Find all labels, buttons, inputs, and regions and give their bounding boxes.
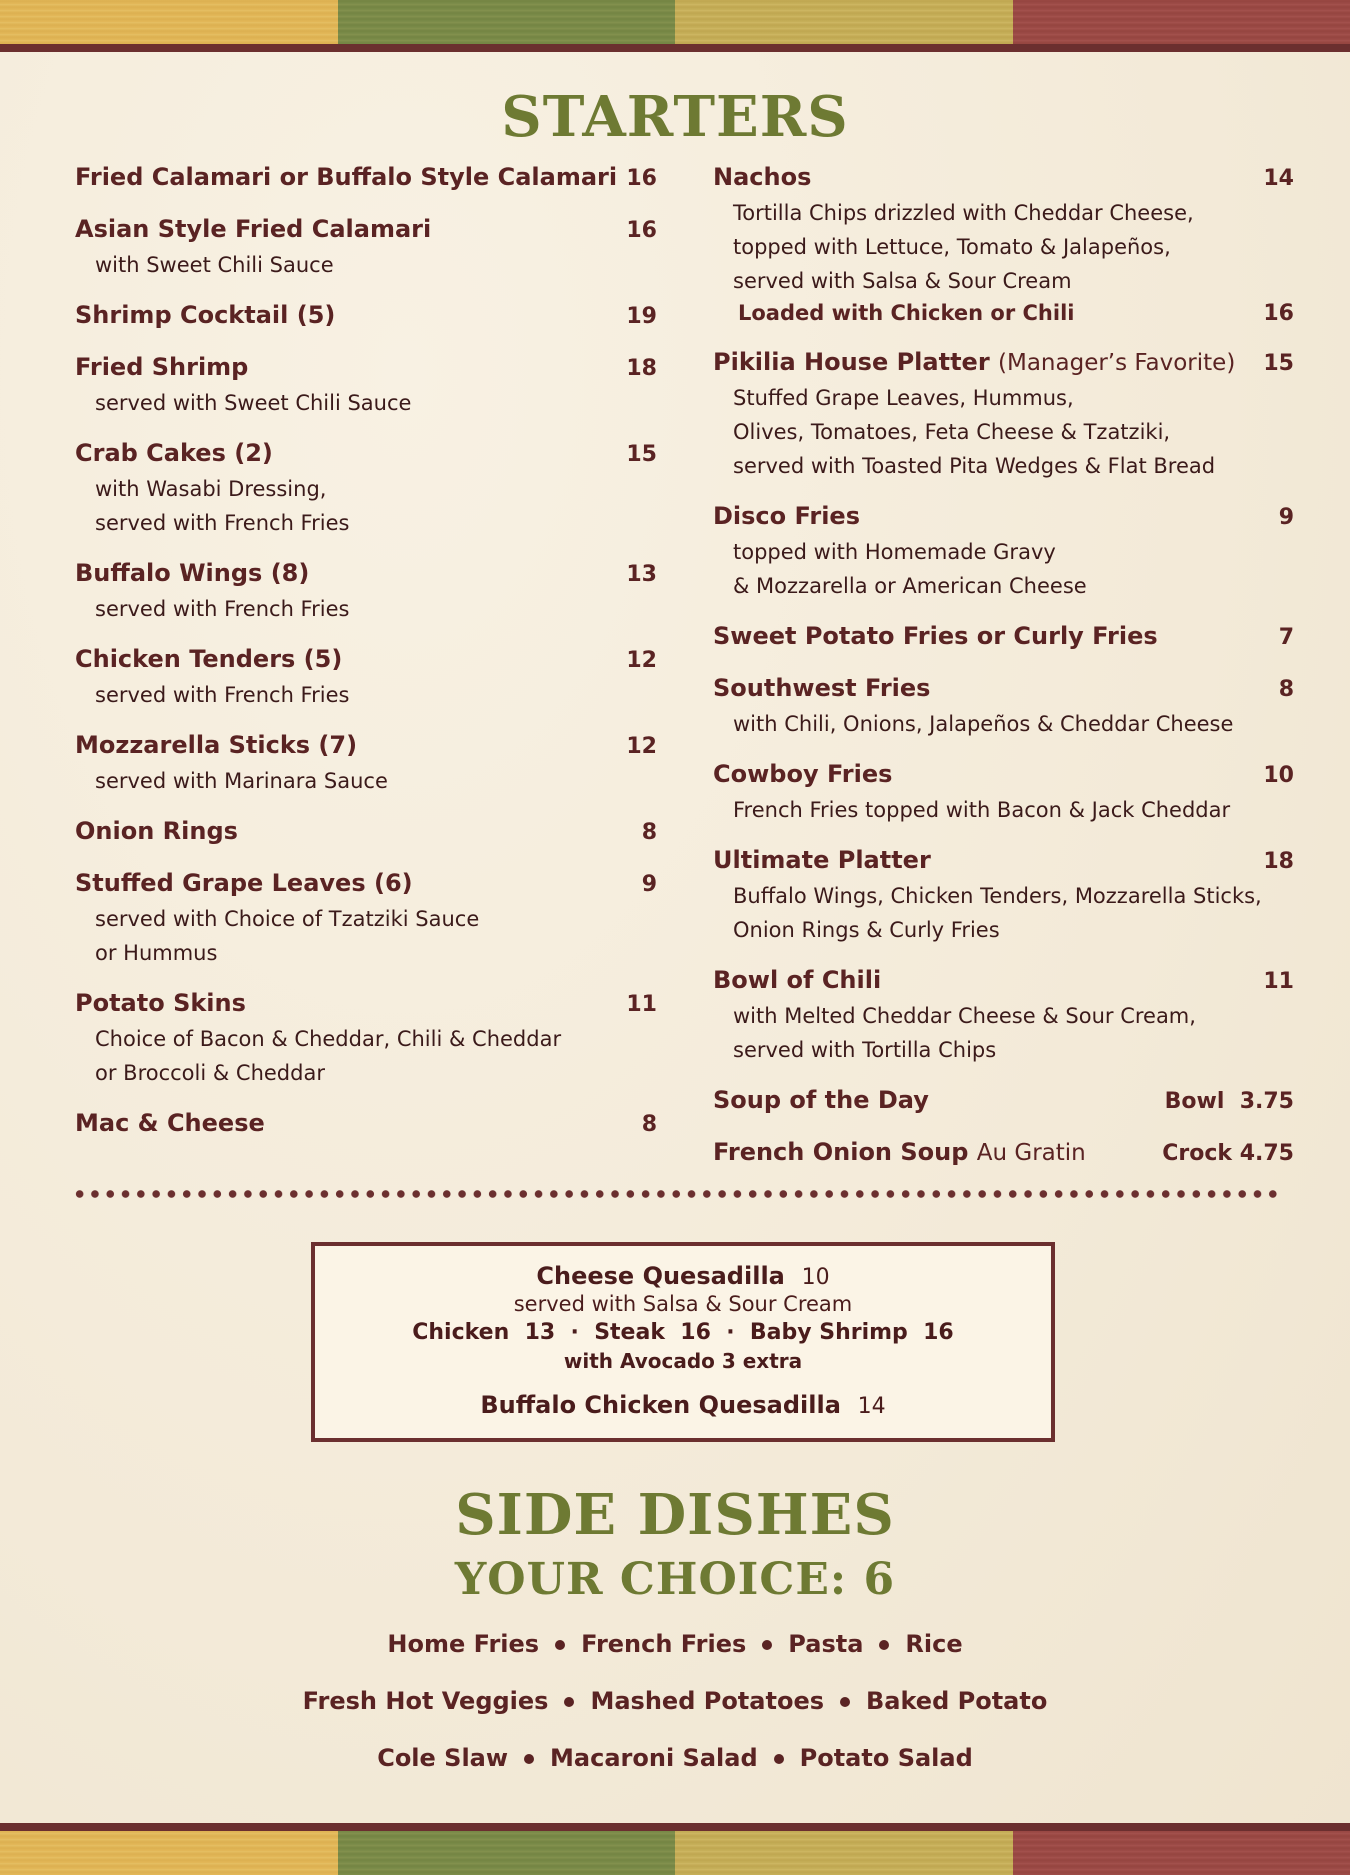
menu-item bbox=[75, 160, 657, 196]
bullet-dot bbox=[524, 1754, 534, 1764]
menu-item-name bbox=[75, 642, 342, 676]
menu-item bbox=[713, 345, 1294, 483]
menu-item-note: Au Gratin bbox=[976, 1140, 1086, 1166]
menu-item bbox=[713, 1083, 1294, 1119]
menu-item-name-text: Mozzarella Sticks (7) bbox=[75, 731, 358, 759]
menu-item-price: 11 bbox=[626, 992, 657, 1017]
side-dish-item: Mashed Potatoes bbox=[590, 1687, 824, 1715]
menu-item-name bbox=[75, 866, 413, 900]
side-dishes-choice: YOUR CHOICE: 6 bbox=[454, 1554, 896, 1605]
quesadilla-options: Chicken 13 · Steak 16 · Baby Shrimp 16 bbox=[412, 1320, 954, 1345]
menu-item-description: or Broccoli & Cheddar bbox=[95, 1061, 325, 1085]
menu-item-header bbox=[75, 350, 657, 386]
menu-item-name-text: Ultimate Platter bbox=[713, 846, 931, 874]
menu-item bbox=[75, 436, 657, 540]
menu-item-header bbox=[713, 963, 1294, 999]
menu-item-description: Onion Rings & Curly Fries bbox=[733, 918, 1000, 942]
menu-item-price: 18 bbox=[626, 356, 657, 381]
menu-item-description: served with French Fries bbox=[95, 683, 350, 707]
menu-item-description: with Melted Cheddar Cheese & Sour Cream, bbox=[733, 1004, 1196, 1028]
menu-item bbox=[75, 814, 657, 850]
starters-left-column bbox=[75, 160, 657, 1158]
menu-item-name-text: Fried Shrimp bbox=[75, 353, 249, 381]
menu-item-description: Olives, Tomatoes, Feta Cheese & Tzatziki, bbox=[733, 420, 1171, 444]
menu-item-description: Choice of Bacon & Cheddar, Chili & Cheddar bbox=[95, 1027, 562, 1051]
menu-item-price: 10 bbox=[1263, 763, 1294, 788]
side-dish-item: Cole Slaw bbox=[377, 1744, 509, 1772]
dotted-divider bbox=[72, 1188, 1282, 1200]
menu-item-name-text: Disco Fries bbox=[713, 502, 860, 530]
menu-item-name-text: Fried Calamari or Buffalo Style Calamari bbox=[75, 163, 618, 191]
menu-item-name-text: Mac & Cheese bbox=[75, 1109, 265, 1137]
quesadilla-box bbox=[311, 1242, 1055, 1442]
menu-item-price: Bowl 3.75 bbox=[1164, 1089, 1294, 1114]
menu-item-name-text: French Onion Soup bbox=[713, 1138, 969, 1166]
menu-item-header bbox=[75, 728, 657, 764]
menu-item-name-text: Asian Style Fried Calamari bbox=[75, 215, 432, 243]
menu-item-header bbox=[75, 160, 657, 196]
menu-item-name bbox=[75, 436, 273, 470]
menu-item-name-text: Chicken Tenders (5) bbox=[75, 645, 343, 673]
menu-item bbox=[75, 866, 657, 970]
menu-item-header bbox=[75, 212, 657, 248]
menu-item-description: topped with Homemade Gravy bbox=[733, 540, 1056, 564]
menu-item-name-text: Stuffed Grape Leaves (6) bbox=[75, 869, 413, 897]
menu-item-name-text: Cowboy Fries bbox=[713, 760, 893, 788]
menu-item-header bbox=[713, 160, 1294, 196]
menu-item-header bbox=[713, 671, 1294, 707]
menu-item-name-text: Shrimp Cocktail (5) bbox=[75, 301, 336, 329]
menu-item bbox=[75, 986, 657, 1090]
bullet-dot bbox=[762, 1640, 772, 1650]
menu-item-price: 13 bbox=[626, 562, 657, 587]
menu-item bbox=[713, 1135, 1294, 1171]
quesadilla-desc: served with Salsa & Sour Cream bbox=[513, 1292, 853, 1316]
buffalo-quesadilla-price: 14 bbox=[857, 1394, 886, 1419]
menu-item-price: 8 bbox=[641, 1112, 657, 1137]
menu-item-name-text: Soup of the Day bbox=[713, 1086, 929, 1114]
menu-item-description: Buffalo Wings, Chicken Tenders, Mozzarella Sticks, bbox=[733, 884, 1262, 908]
menu-item-name bbox=[75, 212, 431, 246]
menu-item-description: Stuffed Grape Leaves, Hummus, bbox=[733, 386, 1074, 410]
menu-item-name-text: Southwest Fries bbox=[713, 674, 931, 702]
menu-item-name bbox=[713, 499, 860, 533]
menu-item-note: (Manager’s Favorite) bbox=[998, 350, 1236, 376]
menu-item-header bbox=[713, 499, 1294, 535]
bullet-dot bbox=[555, 1640, 565, 1650]
menu-item-name bbox=[75, 298, 335, 332]
side-dish-item: Macaroni Salad bbox=[550, 1744, 758, 1772]
menu-item-header bbox=[75, 642, 657, 678]
side-dish-item: French Fries bbox=[581, 1630, 747, 1658]
menu-item-name-text: Crab Cakes (2) bbox=[75, 439, 273, 467]
side-dish-item: Rice bbox=[905, 1630, 963, 1658]
bullet-dot bbox=[879, 1640, 889, 1650]
starters-title: STARTERS bbox=[501, 84, 849, 150]
menu-item-name-text: Buffalo Wings (8) bbox=[75, 559, 310, 587]
menu-item-name-text: Potato Skins bbox=[75, 989, 246, 1017]
sides-row-3 bbox=[0, 1744, 1350, 1772]
menu-item-name bbox=[713, 619, 1158, 653]
menu-item bbox=[75, 1106, 657, 1142]
menu-item-name bbox=[713, 757, 892, 791]
menu-item-header bbox=[75, 556, 657, 592]
menu-item-name bbox=[713, 963, 881, 997]
menu-item-name-text: Nachos bbox=[713, 163, 812, 191]
menu-item-header bbox=[713, 843, 1294, 879]
menu-item-header bbox=[713, 619, 1294, 655]
side-dish-item: Baked Potato bbox=[866, 1687, 1048, 1715]
menu-item-price: 9 bbox=[1278, 505, 1294, 530]
menu-item-header bbox=[75, 1106, 657, 1142]
side-dish-item: Potato Salad bbox=[799, 1744, 973, 1772]
menu-item-price: 16 bbox=[626, 218, 657, 243]
menu-item-header bbox=[75, 986, 657, 1022]
top-color-band bbox=[0, 0, 1350, 52]
menu-item bbox=[75, 212, 657, 282]
quesadilla-name: Cheese Quesadilla bbox=[536, 1262, 785, 1290]
menu-item-header bbox=[75, 436, 657, 472]
menu-item-description: served with Choice of Tzatziki Sauce bbox=[95, 907, 480, 931]
menu-item-name bbox=[75, 160, 617, 194]
menu-item bbox=[713, 160, 1294, 329]
menu-item-name bbox=[75, 728, 357, 762]
menu-item-name bbox=[75, 556, 309, 590]
menu-item bbox=[713, 843, 1294, 947]
menu-item bbox=[713, 619, 1294, 655]
menu-item-description: served with Sweet Chili Sauce bbox=[95, 391, 412, 415]
bullet-dot bbox=[774, 1754, 784, 1764]
menu-item-header bbox=[713, 1135, 1294, 1171]
menu-item-name-text: Sweet Potato Fries or Curly Fries bbox=[713, 622, 1158, 650]
menu-item-name bbox=[713, 1135, 1086, 1170]
menu-item-price: 8 bbox=[641, 820, 657, 845]
side-dish-item: Fresh Hot Veggies bbox=[302, 1687, 549, 1715]
menu-item bbox=[713, 963, 1294, 1067]
menu-item-price: Crock 4.75 bbox=[1162, 1141, 1294, 1166]
bullet-dot bbox=[564, 1697, 574, 1707]
menu-item bbox=[75, 298, 657, 334]
menu-item-name-text: Onion Rings bbox=[75, 817, 238, 845]
menu-item-header bbox=[713, 345, 1294, 381]
menu-item-price: 12 bbox=[626, 648, 657, 673]
menu-item bbox=[75, 556, 657, 626]
bullet-dot bbox=[840, 1697, 850, 1707]
menu-item-name bbox=[75, 1106, 265, 1140]
menu-item-price: 15 bbox=[626, 442, 657, 467]
menu-item-price: 9 bbox=[641, 872, 657, 897]
menu-item-name-text: Pikilia House Platter bbox=[713, 348, 990, 376]
menu-item bbox=[713, 499, 1294, 603]
menu-item bbox=[75, 728, 657, 798]
menu-item-description: Tortilla Chips drizzled with Cheddar Cheese, bbox=[733, 201, 1194, 225]
menu-item-description: or Hummus bbox=[95, 941, 218, 965]
menu-item bbox=[75, 642, 657, 712]
menu-item-price: 8 bbox=[1278, 677, 1294, 702]
menu-item-description: served with French Fries bbox=[95, 511, 350, 535]
menu-item-name-text: Bowl of Chili bbox=[713, 966, 882, 994]
menu-item-name bbox=[713, 1083, 929, 1117]
menu-item-header bbox=[713, 1083, 1294, 1119]
menu-item-name bbox=[75, 350, 248, 384]
menu-item-description: with Sweet Chili Sauce bbox=[95, 253, 334, 277]
menu-item-price: 19 bbox=[626, 304, 657, 329]
menu-item-name bbox=[713, 843, 931, 877]
menu-item-description: with Wasabi Dressing, bbox=[95, 477, 327, 501]
menu-item-description: with Chili, Onions, Jalapeños & Cheddar Cheese bbox=[733, 712, 1234, 736]
sides-row-1 bbox=[0, 1630, 1350, 1658]
subitem-name: Loaded with Chicken or Chili bbox=[738, 301, 1075, 325]
menu-item-price: 7 bbox=[1278, 625, 1294, 650]
menu-item-description: served with French Fries bbox=[95, 597, 350, 621]
sides-row-2 bbox=[0, 1687, 1350, 1715]
buffalo-quesadilla-name: Buffalo Chicken Quesadilla bbox=[480, 1391, 841, 1419]
menu-item bbox=[75, 350, 657, 420]
menu-item-price: 14 bbox=[1263, 166, 1294, 191]
menu-item-description: topped with Lettuce, Tomato & Jalapeños, bbox=[733, 235, 1171, 259]
menu-item-subitem bbox=[713, 298, 1294, 329]
menu-item-name bbox=[75, 986, 246, 1020]
menu-item-header bbox=[75, 298, 657, 334]
menu-item-price: 15 bbox=[1263, 351, 1294, 376]
menu-item bbox=[713, 671, 1294, 741]
menu-item-header bbox=[75, 866, 657, 902]
menu-item-description: French Fries topped with Bacon & Jack Cheddar bbox=[733, 798, 1231, 822]
side-dish-item: Home Fries bbox=[387, 1630, 540, 1658]
menu-item-price: 11 bbox=[1263, 969, 1294, 994]
menu-item-description: served with Toasted Pita Wedges & Flat Bread bbox=[733, 454, 1216, 478]
side-dish-item: Pasta bbox=[788, 1630, 864, 1658]
menu-item-header bbox=[713, 757, 1294, 793]
menu-item-header bbox=[75, 814, 657, 850]
subitem-price: 16 bbox=[1263, 301, 1294, 326]
menu-item-name bbox=[75, 814, 238, 848]
menu-item-name bbox=[713, 160, 811, 194]
menu-item bbox=[713, 757, 1294, 827]
quesadilla-extra: with Avocado 3 extra bbox=[563, 1349, 803, 1373]
bottom-color-band bbox=[0, 1823, 1350, 1875]
quesadilla-price: 10 bbox=[801, 1265, 830, 1290]
menu-item-name bbox=[713, 345, 1235, 380]
menu-item-price: 12 bbox=[626, 734, 657, 759]
menu-item-description: & Mozzarella or American Cheese bbox=[733, 574, 1087, 598]
menu-item-description: served with Salsa & Sour Cream bbox=[733, 269, 1072, 293]
menu-item-description: served with Tortilla Chips bbox=[733, 1038, 997, 1062]
menu-item-name bbox=[713, 671, 930, 705]
menu-item-price: 16 bbox=[626, 166, 657, 191]
side-dishes-title: SIDE DISHES bbox=[455, 1482, 895, 1548]
menu-item-price: 18 bbox=[1263, 849, 1294, 874]
starters-right-column bbox=[713, 160, 1294, 1187]
menu-item-description: served with Marinara Sauce bbox=[95, 769, 388, 793]
